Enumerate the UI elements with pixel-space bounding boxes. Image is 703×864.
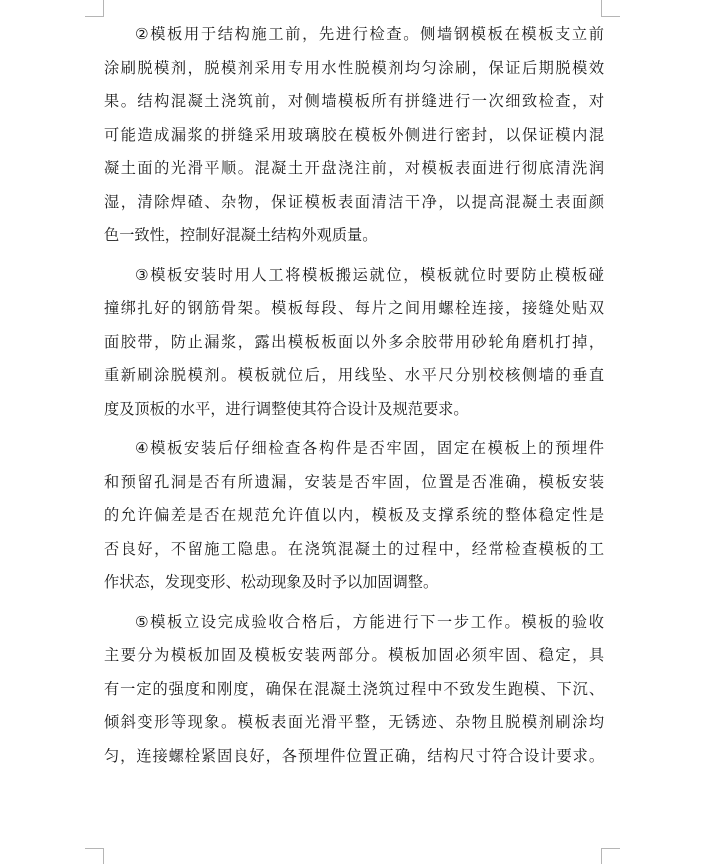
paragraph-5 (104, 606, 604, 774)
paragraph-2 (104, 18, 604, 253)
text-line: 涂刷脱模剂，脱模剂采用专用水性脱模剂均匀涂刷，保证后期脱模效 (104, 58, 604, 77)
text-line: ③模板安装时用人工将模板搬运就位，模板就位时要防止模板碰 (135, 265, 604, 284)
text-line: ⑤模板立设完成验收合格后，方能进行下一步工作。模板的验收 (135, 612, 604, 631)
paragraph-4 (104, 432, 604, 600)
text-line: 可能造成漏浆的拼缝采用玻璃胶在模板外侧进行密封，以保证模内混 (104, 125, 604, 144)
text-line: 色一致性，控制好混凝土结构外观质量。 (104, 226, 378, 244)
text-line: 湿，清除焊碴、杂物，保证模板表面清洁干净，以提高混凝土表面颜 (104, 192, 604, 211)
document-body (104, 18, 604, 773)
text-line: 匀，连接螺栓紧固良好，各预埋件位置正确，结构尺寸符合设计要求。 (104, 746, 604, 765)
crop-mark-bottom-right (601, 848, 620, 864)
text-line: 倾斜变形等现象。模板表面光滑平整，无锈迹、杂物且脱模剂刷涂均 (104, 713, 604, 731)
text-line: 度及顶板的水平，进行调整使其符合设计及规范要求。 (104, 399, 469, 418)
text-line: ④模板安装后仔细检查各构件是否牢固，固定在模板上的预埋件 (135, 439, 604, 457)
crop-mark-top-left (85, 0, 104, 17)
crop-mark-bottom-left (85, 848, 104, 864)
text-line: 的允许偏差是否在规范允许值以内，模板及支撑系统的整体稳定性是 (104, 506, 604, 524)
text-line: 果。结构混凝土浇筑前，对侧墙模板所有拼缝进行一次细致检查，对 (104, 92, 604, 110)
crop-mark-top-right (601, 0, 620, 17)
text-line: 否良好，不留施工隐患。在浇筑混凝土的过程中，经常检查模板的工 (104, 539, 604, 558)
text-line: 凝土面的光滑平顺。混凝土开盘浇注前，对模板表面进行彻底清洗润 (104, 159, 604, 177)
text-line: 作状态，发现变形、松动现象及时予以加固调整。 (104, 573, 439, 591)
text-line: 撞绑扎好的钢筋骨架。模板每段、每片之间用螺栓连接，接缝处贴双 (104, 299, 604, 317)
paragraph-3 (104, 259, 604, 427)
text-line: 重新刷涂脱模剂。模板就位后，用线坠、水平尺分别校核侧墙的垂直 (104, 366, 604, 384)
text-line: 面胶带，防止漏浆，露出模板板面以外多余胶带用砂轮角磨机打掉， (104, 332, 604, 351)
text-line: 主要分为模板加固及模板安装两部分。模板加固必须牢固、稳定，具 (104, 646, 604, 664)
text-line: 和预留孔洞是否有所遗漏，安装是否牢固，位置是否准确，模板安装 (104, 472, 604, 491)
text-line: 有一定的强度和刚度，确保在混凝土浇筑过程中不致发生跑模、下沉、 (104, 679, 604, 698)
text-line: ②模板用于结构施工前，先进行检查。侧墙钢模板在模板支立前 (135, 25, 604, 43)
